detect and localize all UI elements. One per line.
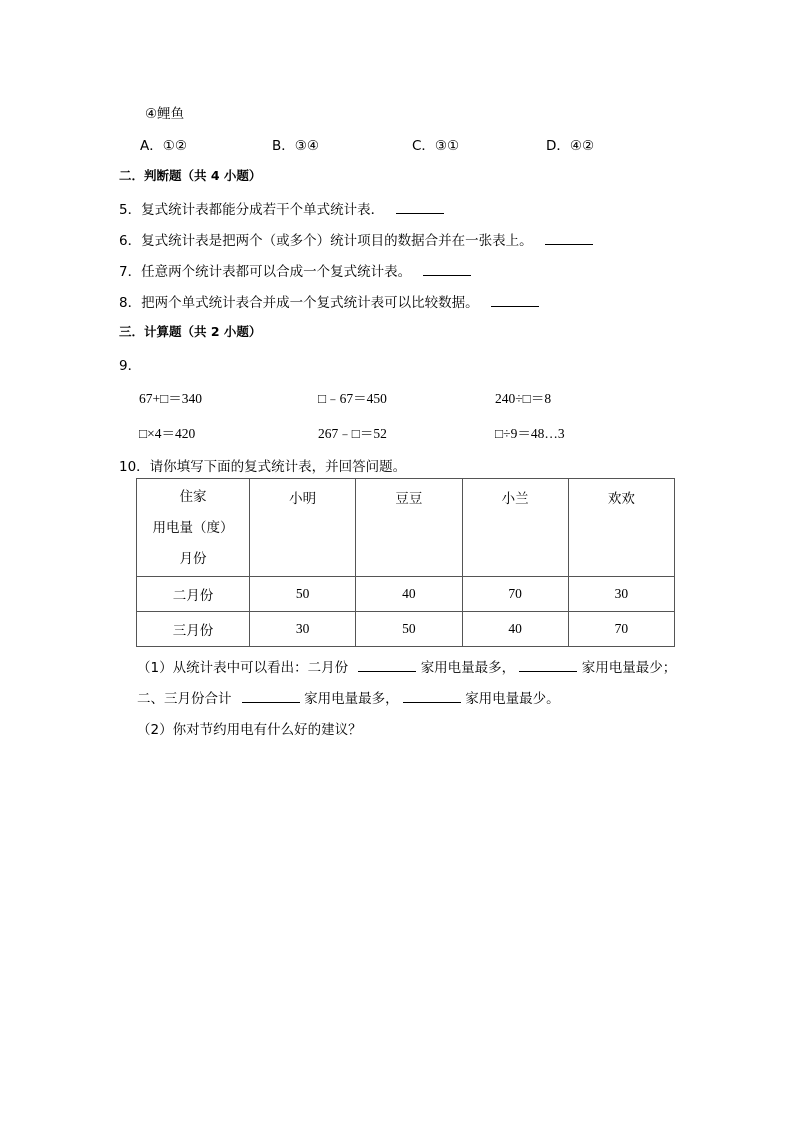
answer-blank[interactable] [242, 688, 300, 703]
cell-value: 50 [250, 577, 356, 612]
q10-sub1-line1-prefix: （1）从统计表中可以看出：二月份 [137, 660, 349, 676]
q10-sub1-line2-end: 家用电量最少。 [465, 691, 560, 707]
row-label-mar: 三月份 [137, 612, 250, 647]
equation-2-1: □×4＝420 [139, 426, 196, 441]
column-header-xiaolan: 小兰 [462, 479, 568, 577]
corner-label-month: 月份 [179, 551, 207, 566]
answer-blank[interactable] [491, 292, 539, 307]
q10-sub1-line2 [137, 687, 560, 707]
q10-sub1-line2-prefix: 二、三月份合计 [137, 691, 232, 707]
corner-label-usage: 用电量（度） [152, 520, 234, 535]
cell-value: 40 [462, 612, 568, 647]
cell-value: 30 [250, 612, 356, 647]
q4-choice-c: C．③① [412, 138, 460, 154]
cell-value: 50 [356, 612, 462, 647]
cell-value: 30 [568, 577, 674, 612]
judge-item-8-text: 8．把两个单式统计表合并成一个复式统计表可以比较数据。 [119, 295, 479, 311]
judge-item-5 [119, 198, 444, 218]
corner-label-household: 住家 [179, 489, 207, 504]
equation-2-3: □÷9＝48…3 [495, 426, 565, 441]
column-header-xiaoming: 小明 [250, 479, 356, 577]
q10-sub1-line1-end: 家用电量最少； [581, 660, 677, 676]
answer-blank[interactable] [403, 688, 461, 703]
judge-item-8 [119, 291, 539, 311]
answer-blank[interactable] [396, 199, 444, 214]
cell-value: 70 [462, 577, 568, 612]
answer-blank[interactable] [423, 261, 471, 276]
answer-blank[interactable] [519, 657, 577, 672]
table-corner-cell [137, 479, 250, 577]
q10-prompt: 10．请你填写下面的复式统计表，并回答问题。 [119, 459, 407, 475]
q10-sub1-line1-mid: 家用电量最多， [420, 660, 516, 676]
equation-1-3: 240÷□＝8 [495, 391, 552, 406]
cell-value: 70 [568, 612, 674, 647]
answer-blank[interactable] [358, 657, 416, 672]
answer-blank[interactable] [545, 230, 593, 245]
q10-sub2: （2）你对节约用电有什么好的建议？ [137, 722, 362, 738]
section2-title: 二．判断题（共 4 小题） [119, 168, 262, 183]
column-header-doudou: 豆豆 [356, 479, 462, 577]
q4-choice-a: A．①② [140, 138, 187, 154]
q4-choice-b: B．③④ [272, 138, 319, 154]
judge-item-5-text: 5．复式统计表都能分成若干个单式统计表． [119, 202, 385, 218]
table-row [137, 577, 675, 612]
row-label-feb: 二月份 [137, 577, 250, 612]
table-row [137, 612, 675, 647]
q4-choice-d: D．④② [546, 138, 595, 154]
column-header-huanhuan: 欢欢 [568, 479, 674, 577]
q10-sub1-line1 [137, 656, 676, 676]
judge-item-7-text: 7．任意两个统计表都可以合成一个复式统计表。 [119, 264, 412, 280]
equation-1-2: □﹣67＝450 [318, 391, 387, 406]
judge-item-7 [119, 260, 471, 280]
q9-label: 9． [119, 358, 142, 374]
equation-2-2: 267﹣□＝52 [318, 426, 387, 441]
q4-option-4: ④鲤鱼 [145, 106, 185, 122]
q10-sub1-line2-mid: 家用电量最多， [304, 691, 399, 707]
judge-item-6 [119, 229, 593, 249]
section3-title: 三．计算题（共 2 小题） [119, 324, 262, 339]
cell-value: 40 [356, 577, 462, 612]
equation-1-1: 67+□＝340 [139, 391, 203, 406]
judge-item-6-text: 6．复式统计表是把两个（或多个）统计项目的数据合并在一张表上。 [119, 233, 533, 249]
compound-stat-table [136, 478, 675, 647]
